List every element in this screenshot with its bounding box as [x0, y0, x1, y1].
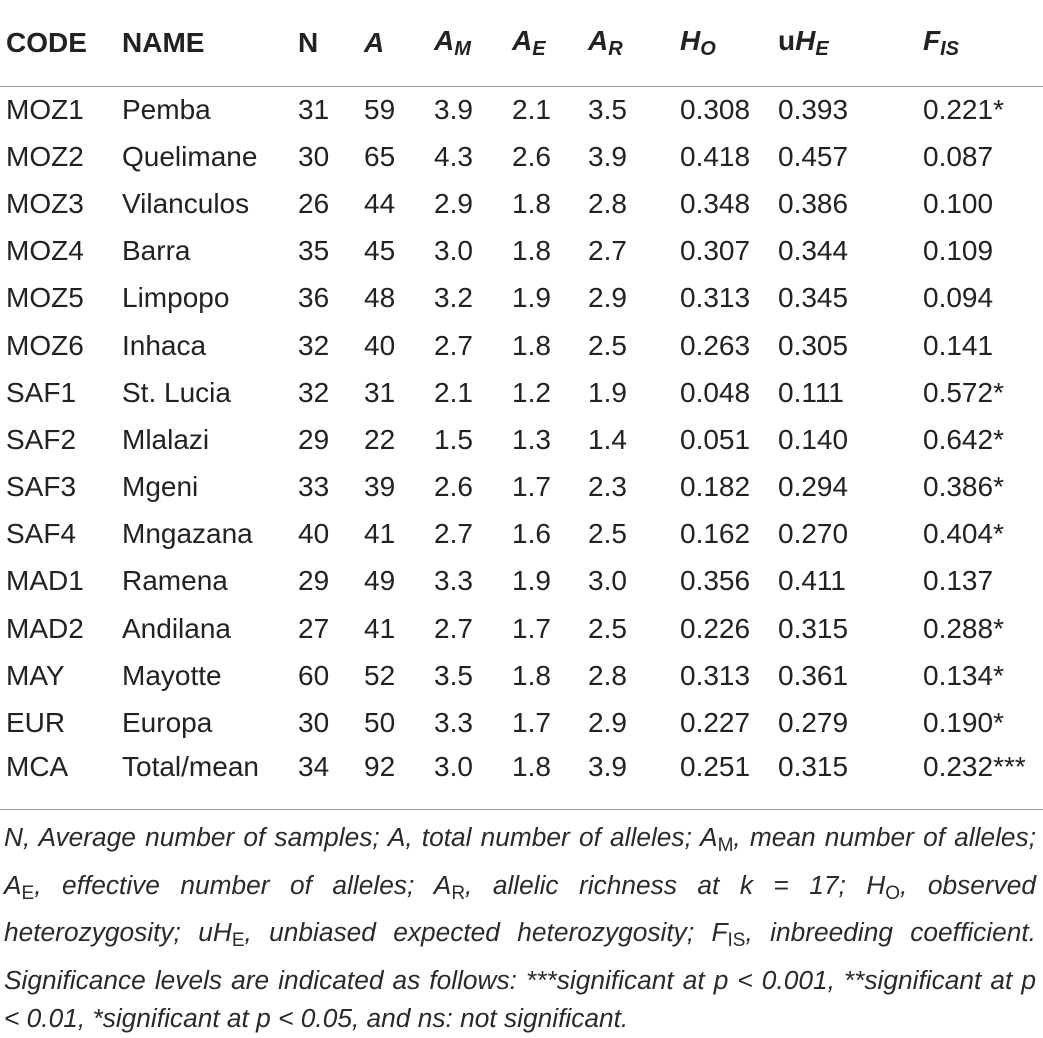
cell-a: 39 — [364, 471, 396, 503]
cell-ho: 0.308 — [680, 93, 751, 125]
cell-fis: 0.137 — [923, 565, 994, 597]
table-row — [0, 275, 1043, 322]
cell-name: Mlalazi — [122, 423, 210, 455]
cell-name: Andilana — [122, 612, 231, 644]
cell-a: 52 — [364, 659, 396, 691]
col-header-ar: $A_R$ — [588, 0, 666, 86]
col-header-code: CODE — [0, 0, 122, 86]
cell-a: 49 — [364, 565, 396, 597]
cell-ae: 1.8 — [512, 187, 551, 219]
cell-n: 29 — [298, 565, 330, 597]
cell-ar: 2.5 — [588, 329, 627, 361]
cell-fis: 0.572* — [923, 376, 1004, 408]
cell-code: MOZ4 — [6, 235, 84, 267]
cell-fis: 0.232*** — [923, 751, 1026, 783]
cell-code: SAF4 — [6, 518, 77, 550]
cell-fis: 0.190* — [923, 707, 1004, 739]
cell-name: Europa — [122, 707, 213, 739]
table-row — [0, 464, 1043, 511]
cell-am: 4.3 — [434, 140, 473, 172]
col-header-ae: $A_E$ — [512, 0, 588, 86]
cell-fis: 0.100 — [923, 187, 994, 219]
cell-a: 92 — [364, 751, 396, 783]
cell-am: 3.9 — [434, 93, 473, 125]
cell-ae: 1.7 — [512, 612, 551, 644]
cell-ar: 2.9 — [588, 707, 627, 739]
cell-n: 29 — [298, 423, 330, 455]
cell-ho: 0.263 — [680, 329, 751, 361]
cell-ar: 3.0 — [588, 565, 627, 597]
cell-name: Pemba — [122, 93, 211, 125]
cell-fis: 0.642* — [923, 423, 1004, 455]
table-row — [0, 605, 1043, 652]
col-header-ho: $H_O$ — [666, 0, 768, 86]
cell-name: Mgeni — [122, 471, 199, 503]
cell-fis: 0.288* — [923, 612, 1004, 644]
cell-name: Limpopo — [122, 282, 230, 314]
table-row — [0, 747, 1043, 794]
cell-code: MOZ6 — [6, 329, 84, 361]
cell-am: 1.5 — [434, 423, 473, 455]
cell-ae: 1.8 — [512, 235, 551, 267]
cell-uhe: 0.315 — [778, 612, 849, 644]
cell-uhe: 0.361 — [778, 659, 849, 691]
cell-code: MOZ2 — [6, 140, 84, 172]
cell-ho: 0.051 — [680, 423, 751, 455]
cell-n: 34 — [298, 751, 330, 783]
table-row — [0, 133, 1043, 180]
cell-fis: 0.087 — [923, 140, 994, 172]
cell-fis: 0.404* — [923, 518, 1004, 550]
cell-am: 2.9 — [434, 187, 473, 219]
cell-a: 22 — [364, 423, 396, 455]
cell-ho: 0.182 — [680, 471, 751, 503]
cell-ho: 0.418 — [680, 140, 751, 172]
cell-ar: 2.9 — [588, 282, 627, 314]
cell-uhe: 0.111 — [778, 376, 844, 408]
cell-ae: 2.1 — [512, 93, 551, 125]
cell-ae: 1.3 — [512, 423, 551, 455]
cell-ho: 0.226 — [680, 612, 751, 644]
cell-uhe: 0.305 — [778, 329, 849, 361]
cell-ho: 0.313 — [680, 282, 751, 314]
cell-ar: 2.5 — [588, 612, 627, 644]
cell-n: 32 — [298, 376, 330, 408]
cell-ho: 0.251 — [680, 751, 751, 783]
cell-ae: 1.8 — [512, 329, 551, 361]
cell-ae: 1.6 — [512, 518, 551, 550]
cell-ar: 2.8 — [588, 659, 627, 691]
cell-uhe: 0.279 — [778, 707, 849, 739]
cell-name: Inhaca — [122, 329, 207, 361]
cell-ae: 1.8 — [512, 659, 551, 691]
cell-uhe: 0.294 — [778, 471, 849, 503]
cell-code: MOZ3 — [6, 187, 84, 219]
table-row — [0, 322, 1043, 369]
col-header-am: $A_M$ — [434, 0, 512, 86]
cell-n: 36 — [298, 282, 330, 314]
cell-ho: 0.348 — [680, 187, 751, 219]
cell-uhe: 0.140 — [778, 423, 849, 455]
cell-am: 3.0 — [434, 235, 473, 267]
cell-ho: 0.313 — [680, 659, 751, 691]
table-footnote: N, Average number of samples; A, total number of alleles; $A_M$, mean number of alleles; $A_E$, effective number of alleles; $A_R$, allelic richness at k = 17; $H_O$, observed heterozygosity; $uH_E$, unbiased expected heterozygosity; $F_{IS}$, inbreeding coefficient. Significance levels are indicated as follows: ***significant at p < 0.001, **significant at p < 0.01, *significant at p < 0.05, and ns: not significant. — [4, 822, 1036, 1033]
cell-ho: 0.356 — [680, 565, 751, 597]
table-row — [0, 86, 1043, 133]
cell-uhe: 0.270 — [778, 518, 849, 550]
table-row — [0, 416, 1043, 463]
cell-n: 30 — [298, 707, 330, 739]
cell-code: SAF1 — [6, 376, 77, 408]
cell-uhe: 0.344 — [778, 235, 849, 267]
cell-a: 48 — [364, 282, 396, 314]
cell-ae: 1.2 — [512, 376, 551, 408]
cell-name: Mayotte — [122, 659, 222, 691]
cell-am: 3.3 — [434, 707, 473, 739]
cell-fis: 0.141 — [923, 329, 994, 361]
cell-code: MAD2 — [6, 612, 84, 644]
cell-uhe: 0.315 — [778, 751, 849, 783]
cell-uhe: 0.386 — [778, 187, 849, 219]
cell-fis: 0.134* — [923, 659, 1004, 691]
cell-fis: 0.386* — [923, 471, 1004, 503]
cell-a: 31 — [364, 376, 396, 408]
cell-am: 2.7 — [434, 518, 473, 550]
cell-ae: 1.9 — [512, 282, 551, 314]
cell-ae: 2.6 — [512, 140, 551, 172]
cell-a: 41 — [364, 518, 396, 550]
cell-n: 27 — [298, 612, 330, 644]
header-row — [0, 0, 1043, 86]
cell-a: 50 — [364, 707, 396, 739]
cell-ae: 1.7 — [512, 707, 551, 739]
cell-am: 3.2 — [434, 282, 473, 314]
table-row — [0, 699, 1043, 746]
cell-name: Quelimane — [122, 140, 258, 172]
table-row — [0, 369, 1043, 416]
cell-am: 2.6 — [434, 471, 473, 503]
cell-code: SAF3 — [6, 471, 77, 503]
cell-n: 31 — [298, 93, 330, 125]
cell-ar: 1.9 — [588, 376, 627, 408]
cell-ar: 2.5 — [588, 518, 627, 550]
col-header-name: NAME — [122, 0, 298, 86]
cell-a: 59 — [364, 93, 396, 125]
cell-am: 3.3 — [434, 565, 473, 597]
cell-name: Total/mean — [122, 751, 259, 783]
cell-code: MAY — [6, 659, 65, 691]
cell-uhe: 0.345 — [778, 282, 849, 314]
cell-ae: 1.8 — [512, 751, 551, 783]
cell-name: Mngazana — [122, 518, 253, 550]
cell-code: MCA — [6, 751, 69, 783]
cell-a: 65 — [364, 140, 396, 172]
table-row — [0, 511, 1043, 558]
cell-am: 2.7 — [434, 329, 473, 361]
cell-name: St. Lucia — [122, 376, 231, 408]
cell-fis: 0.109 — [923, 235, 994, 267]
cell-n: 60 — [298, 659, 330, 691]
cell-ho: 0.227 — [680, 707, 751, 739]
cell-code: SAF2 — [6, 423, 77, 455]
cell-am: 3.0 — [434, 751, 473, 783]
col-header-fis: $F_{IS}$ — [923, 0, 1043, 86]
cell-uhe: 0.457 — [778, 140, 849, 172]
cell-n: 26 — [298, 187, 330, 219]
cell-ar: 2.8 — [588, 187, 627, 219]
cell-am: 3.5 — [434, 659, 473, 691]
cell-ar: 3.9 — [588, 751, 627, 783]
col-header-n: N — [298, 0, 364, 86]
cell-ar: 2.3 — [588, 471, 627, 503]
table-row — [0, 180, 1043, 227]
cell-code: EUR — [6, 707, 66, 739]
cell-ar: 2.7 — [588, 235, 627, 267]
cell-am: 2.1 — [434, 376, 473, 408]
cell-ar: 1.4 — [588, 423, 627, 455]
cell-fis: 0.221* — [923, 93, 1004, 125]
cell-code: MOZ1 — [6, 93, 84, 125]
cell-uhe: 0.411 — [778, 565, 846, 597]
cell-ho: 0.307 — [680, 235, 751, 267]
cell-n: 35 — [298, 235, 330, 267]
cell-n: 40 — [298, 518, 330, 550]
cell-uhe: 0.393 — [778, 93, 849, 125]
cell-code: MOZ5 — [6, 282, 84, 314]
cell-a: 44 — [364, 187, 396, 219]
col-header-uhe: $uH_E$ — [768, 0, 923, 86]
cell-name: Ramena — [122, 565, 228, 597]
cell-ae: 1.9 — [512, 565, 551, 597]
table-row — [0, 558, 1043, 605]
cell-a: 40 — [364, 329, 396, 361]
table-bottom-rule — [0, 809, 1043, 810]
cell-ae: 1.7 — [512, 471, 551, 503]
cell-name: Vilanculos — [122, 187, 250, 219]
col-header-a: A — [364, 0, 434, 86]
cell-code: MAD1 — [6, 565, 84, 597]
table-row — [0, 228, 1043, 275]
cell-am: 2.7 — [434, 612, 473, 644]
cell-ho: 0.162 — [680, 518, 751, 550]
cell-ar: 3.5 — [588, 93, 627, 125]
cell-n: 30 — [298, 140, 330, 172]
cell-name: Barra — [122, 235, 191, 267]
cell-a: 41 — [364, 612, 396, 644]
cell-a: 45 — [364, 235, 396, 267]
cell-n: 32 — [298, 329, 330, 361]
cell-fis: 0.094 — [923, 282, 994, 314]
cell-ho: 0.048 — [680, 376, 751, 408]
table-row — [0, 652, 1043, 699]
cell-ar: 3.9 — [588, 140, 627, 172]
cell-n: 33 — [298, 471, 330, 503]
